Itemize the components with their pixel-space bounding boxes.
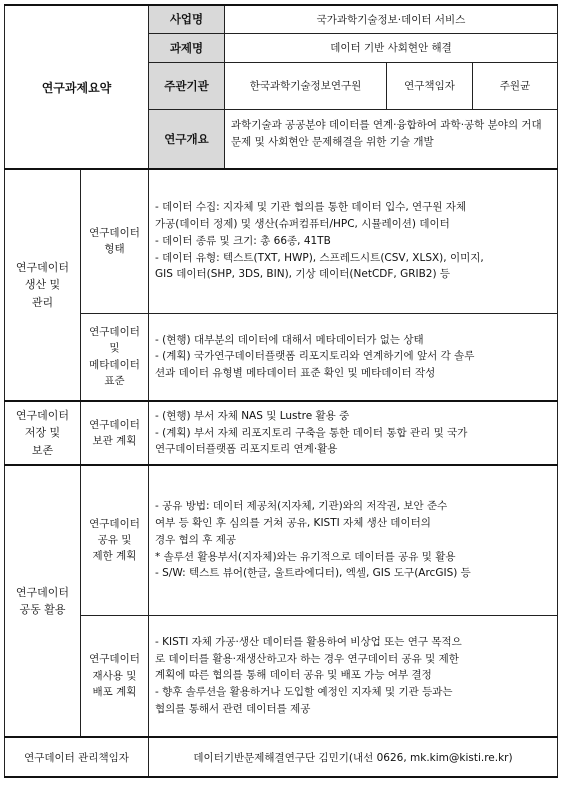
project-name-value: 국가과학기술정보·데이터 서비스: [225, 5, 558, 33]
storage-section: 연구데이터 저장 및 보존: [5, 401, 81, 465]
list-item: - (계획) 국가연구데이터플랫폼 리포지토리와 연계하기에 앞서 각 솔루: [155, 350, 475, 363]
metadata-label: 연구데이터 및 메타데이터 표준: [81, 313, 149, 401]
data-manager-label: 연구데이터 관리책임자: [5, 737, 149, 777]
list-item: - (계획) 부서 자체 리포지토리 구축을 통한 데이터 통합 관리 및 국가: [155, 426, 468, 439]
list-item: 로 데이터를 활용·재생산하고자 하는 경우 연구데이터 공유 및 제한: [155, 652, 459, 665]
list-item: 계획에 따른 협의를 통해 데이터 공유 및 배포 가능 여부 결정: [155, 669, 432, 682]
sharing-section: 연구데이터 공동 활용: [5, 465, 81, 737]
lead-label: 연구책임자: [387, 62, 473, 109]
data-manager-value: 데이터기반문제해결연구단 김민기(내선 0626, mk.kim@kisti.re.kr): [149, 737, 558, 777]
data-form-label: 연구데이터 형태: [81, 169, 149, 313]
list-item: * 솔루션 활용부서(지자체)와는 유기적으로 데이터를 공유 및 활용: [155, 550, 456, 563]
task-name-label: 과제명: [149, 33, 225, 62]
reuse-plan-label: 연구데이터 재사용 및 배포 계획: [81, 615, 149, 737]
list-item: - (현행) 대부분의 데이터에 대해서 메타데이터가 없는 상태: [155, 333, 424, 346]
list-item: 여부 등 확인 후 심의를 거쳐 공유, KISTI 자체 생산 데이터의: [155, 517, 431, 530]
production-section: 연구데이터 생산 및 관리: [5, 169, 81, 401]
share-plan-content: [149, 465, 558, 615]
list-item: - 데이터 종류 및 크기: 총 66종, 41TB: [155, 234, 331, 247]
list-item: GIS 데이터(SHP, 3DS, BIN), 기상 데이터(NetCDF, GRIB2) 등: [155, 268, 451, 281]
org-label: 주관기관: [149, 62, 225, 109]
list-item: - 데이터 유형: 텍스트(TXT, HWP), 스프레드시트(CSV, XLSX), 이미지,: [155, 251, 484, 264]
share-plan-label: 연구데이터 공유 및 제한 계획: [81, 465, 149, 615]
storage-plan-label: 연구데이터 보관 계획: [81, 401, 149, 465]
overview-value: 과학기술과 공공분야 데이터를 연계·융합하여 과학·공학 분야의 거대문제 및 사회현안 문제해결을 위한 기술 개발: [225, 117, 558, 169]
project-name-label: 사업명: [149, 5, 225, 33]
list-item: - 공유 방법: 데이터 제공처(지자체, 기관)와의 저작권, 보안 준수: [155, 500, 448, 513]
list-item: - S/W: 텍스트 뷰어(한글, 울트라에디터), 엑셀, GIS 도구(ArcGIS) 등: [155, 567, 471, 580]
metadata-content: [149, 313, 558, 401]
list-item: 션과 데이터 유형별 메타데이터 표준 확인 및 메타데이터 작성: [155, 367, 436, 380]
data-form-content: [149, 169, 558, 313]
summary-title: 연구과제요약: [5, 5, 149, 169]
org-value: 한국과학기술정보연구원: [225, 62, 387, 109]
lead-value: 주원균: [473, 62, 558, 109]
list-item: - 향후 솔루션을 활용하거나 도입할 예정인 지자체 및 기관 등과는: [155, 686, 453, 699]
list-item: 가공(데이터 정제) 및 생산(슈퍼컴퓨터/HPC, 시뮬레이션) 데이터: [155, 218, 450, 231]
list-item: 경우 협의 후 제공: [155, 533, 237, 546]
reuse-plan-content: [149, 615, 558, 737]
list-item: - (현행) 부서 자체 NAS 및 Lustre 활용 중: [155, 409, 350, 422]
list-item: - KISTI 자체 가공·생산 데이터를 활용하여 비상업 또는 연구 목적으: [155, 635, 462, 648]
task-name-value: 데이터 기반 사회현안 해결: [225, 33, 558, 62]
storage-plan-content: [149, 401, 558, 465]
list-item: - 데이터 수집: 지자체 및 기관 협의를 통한 데이터 입수, 연구원 자체: [155, 201, 467, 214]
overview-label: 연구개요: [149, 109, 225, 169]
list-item: 협의를 통해서 관련 데이터를 제공: [155, 702, 311, 715]
list-item: 연구데이터플랫폼 리포지토리 연계·활용: [155, 443, 338, 456]
research-data-plan-table: [4, 4, 558, 778]
